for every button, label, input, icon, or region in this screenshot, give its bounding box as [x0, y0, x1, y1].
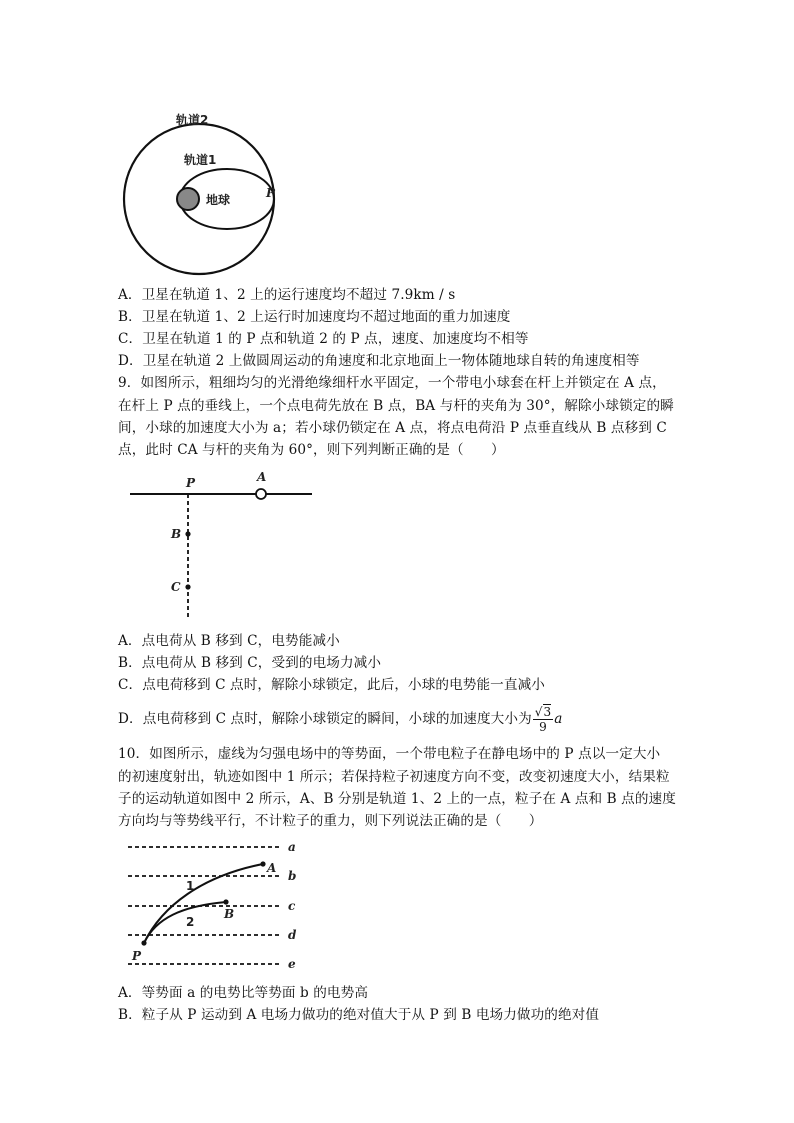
label-b: B	[171, 527, 182, 541]
label-a: A	[257, 470, 267, 484]
point-b	[185, 531, 190, 536]
label-e: e	[288, 957, 296, 971]
accel-symbol: a	[554, 711, 563, 727]
label-p: P	[186, 476, 196, 490]
earth	[177, 188, 199, 210]
q9-option-d	[118, 702, 562, 736]
field-figure	[122, 836, 302, 976]
orbit2-label: 轨道2	[176, 113, 209, 127]
label-b: b	[288, 869, 297, 883]
q8-option-c: C．卫星在轨道 1 的 P 点和轨道 2 的 P 点，速度、加速度均不相等	[118, 331, 529, 347]
q10-option-a: A．等势面 a 的电势比等势面 b 的电势高	[118, 985, 369, 1001]
label-c: C	[171, 580, 181, 594]
q10-stem-line: 的初速度射出，轨迹如图中 1 所示；若保持粒子初速度方向不变，改变初速度大小，结果粒	[118, 769, 670, 785]
point-c	[185, 584, 190, 589]
q9-stem-line: 9．如图所示，粗细均匀的光滑绝缘细杆水平固定，一个带电小球套在杆上并锁定在 A 点，	[118, 375, 666, 391]
q10-option-b: B．粒子从 P 运动到 A 电场力做功的绝对值大于从 P 到 B 电场力做功的绝对值	[118, 1007, 600, 1023]
point-p	[141, 940, 146, 945]
q9-stem-line: 间，小球的加速度大小为 a；若小球仍锁定在 A 点，将点电荷沿 P 点垂直线从 B 点移到 C	[118, 420, 667, 436]
fraction-denominator: 9	[539, 720, 547, 734]
q9-option-a: A．点电荷从 B 移到 C，电势能减小	[118, 633, 340, 649]
q9-option-d-text: D．点电荷移到 C 点时，解除小球锁定的瞬间，小球的加速度大小为	[118, 711, 532, 727]
earth-label: 地球	[206, 193, 231, 207]
point-a	[260, 861, 265, 866]
label-c: c	[288, 899, 296, 913]
q9-stem-line: 点，此时 CA 与杆的夹角为 60°，则下列判断正确的是（ ）	[118, 442, 505, 458]
q8-option-a: A．卫星在轨道 1、2 上的运行速度均不超过 7.9km / s	[118, 287, 456, 303]
rod-figure	[120, 470, 320, 622]
q9-option-b: B．点电荷从 B 移到 C，受到的电场力减小	[118, 655, 382, 671]
point-p-label: P	[266, 186, 276, 200]
sqrt3-over-9: $\frac{√3}{9}$	[534, 705, 552, 734]
q10-stem-line: 10．如图所示，虚线为匀强电场中的等势面，一个带电粒子在静电场中的 P 点以一定大小	[118, 746, 661, 762]
orbit-figure	[116, 100, 286, 290]
q10-stem-line: 子的运动轨道如图中 2 所示，A、B 分别是轨道 1、2 上的一点，粒子在 A 点和 B 点的速度	[118, 791, 676, 807]
label-point-a: A	[267, 861, 277, 875]
orbit1-label: 轨道1	[184, 153, 217, 167]
fraction-numerator: 3	[543, 705, 552, 719]
trajectory-1	[144, 864, 263, 943]
q8-option-b: B．卫星在轨道 1、2 上运行时加速度均不超过地面的重力加速度	[118, 309, 511, 325]
q9-stem-line: 在杆上 P 点的垂线上，一个点电荷先放在 B 点，BA 与杆的夹角为 30°，解除小球锁定的瞬	[118, 398, 674, 414]
label-point-b: B	[224, 907, 235, 921]
label-d: d	[288, 928, 297, 942]
label-a: a	[288, 840, 296, 854]
point-b	[223, 899, 228, 904]
q10-stem-line: 方向均与等势线平行，不计粒子的重力，则下列说法正确的是（ ）	[118, 813, 543, 829]
q8-option-d: D．卫星在轨道 2 上做圆周运动的角速度和北京地面上一物体随地球自转的角速度相等	[118, 353, 640, 369]
ball-a	[256, 489, 266, 499]
label-trajectory-2: 2	[186, 915, 195, 929]
label-point-p: P	[132, 949, 142, 963]
q9-option-c: C．点电荷移到 C 点时，解除小球锁定，此后，小球的电势能一直减小	[118, 677, 545, 693]
label-trajectory-1: 1	[186, 879, 195, 893]
